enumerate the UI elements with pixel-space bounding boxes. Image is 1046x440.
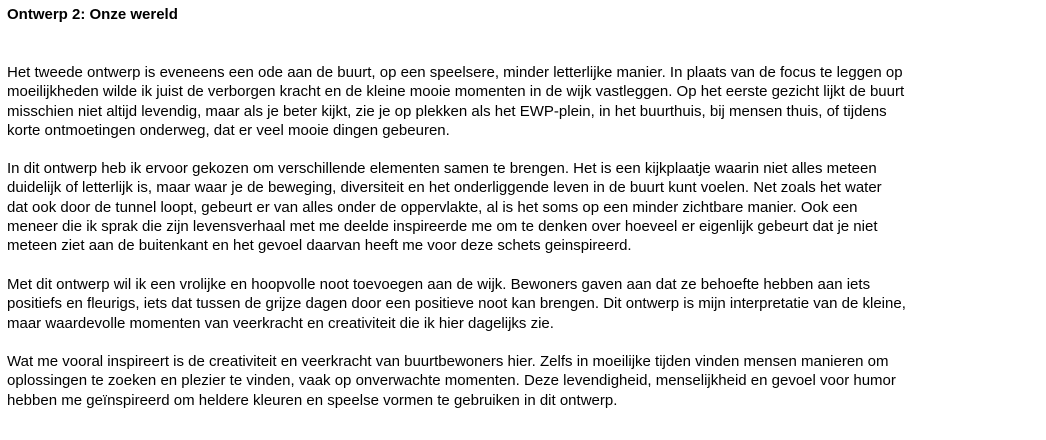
text-line: misschien niet altijd levendig, maar als je beter kijkt, zie je op plekken als het EWP-plein, in het buurthuis, bij mensen thuis, of tijdens [7,102,887,120]
text-line: In dit ontwerp heb ik ervoor gekozen om verschillende elementen samen te brengen. Het is een kijkplaatje waarin niet alles meteen [7,160,877,177]
text-line: meneer die ik sprak die zijn levensverhaal met me deelde inspireerde me om te denken over hoeveel er eigenlijk gebeurt dat je niet [7,217,878,235]
document-title: Ontwerp 2: Onze wereld [7,6,178,23]
paragraph-1 [7,63,1037,140]
text-line: Wat me vooral inspireert is de creativiteit en veerkracht van buurtbewoners hier. Zelfs in moeilijke tijden vinden mensen manieren om [7,353,889,370]
text-line: Het tweede ontwerp is eveneens een ode aan de buurt, op een speelsere, minder letterlijke manier. In plaats van de focus te leggen op [7,64,903,81]
text-line: duidelijk of letterlijk is, maar waar je de beweging, diversiteit en het onderliggende leven in de buurt kunt voelen. Net zoals het water [7,179,882,197]
paragraph-4 [7,352,1037,410]
text-line: hebben me geïnspireerd om heldere kleuren en speelse vormen te gebruiken in dit ontwerp. [7,391,618,409]
text-line: positiefs en fleurigs, iets dat tussen de grijze dagen door een positieve noot kan brengen. Dit ontwerp is mijn interpretatie van de kleine, [7,295,906,313]
text-line: maar waardevolle momenten van veerkracht en creativiteit die ik hier dagelijks zie. [7,314,554,332]
text-line: korte ontmoetingen onderweg, dat er veel mooie dingen gebeuren. [7,121,450,139]
paragraph-3 [7,275,1037,333]
paragraph-2 [7,159,1037,255]
text-line: moeilijkheden wilde ik juist de verborgen kracht en de kleine mooie momenten in de wijk vastleggen. Op het eerste gezicht lijkt de buurt [7,83,905,101]
text-line: oplossingen te zoeken en plezier te vinden, vaak op onverwachte momenten. Deze levendigheid, menselijkheid en gevoel voor humor [7,372,896,390]
text-line: Met dit ontwerp wil ik een vrolijke en hoopvolle noot toevoegen aan de wijk. Bewoners gaven aan dat ze behoefte hebben aan iets [7,276,871,293]
text-line: dat ook door de tunnel loopt, gebeurt er van alles onder de oppervlakte, al is het soms op een minder zichtbare manier. Ook een [7,198,858,216]
text-line: meteen ziet aan de buitenkant en het gevoel daarvan heeft me voor deze schets geinspireerd. [7,237,632,255]
